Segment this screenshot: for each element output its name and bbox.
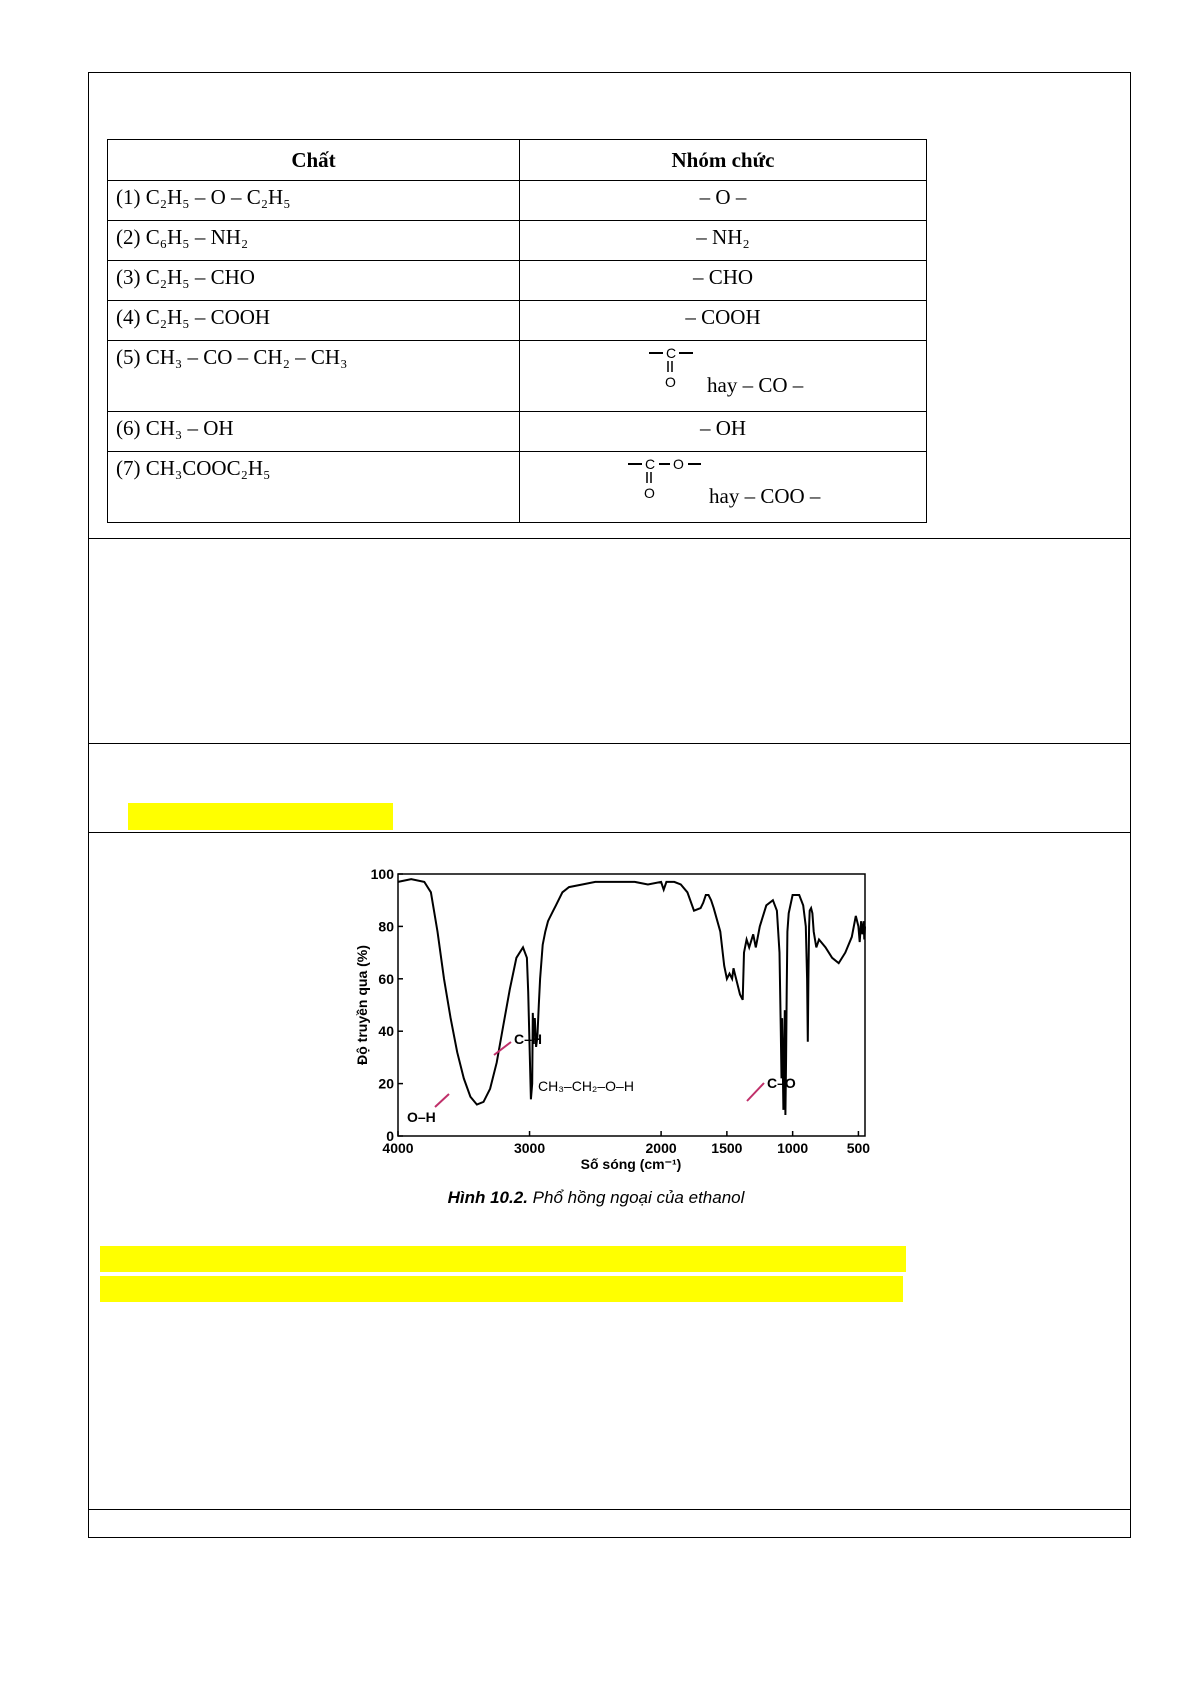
oxygen-atom: O: [673, 456, 684, 472]
formula: C₂H₅ – COOH: [145, 305, 271, 329]
row-number: (3): [116, 265, 141, 289]
table-row: [108, 341, 927, 412]
section-divider-2: [88, 743, 1131, 744]
plot-frame: [398, 874, 865, 1136]
formula: C₂H₅ – O – C₂H₅: [145, 185, 291, 209]
carbon-atom: C: [666, 345, 677, 361]
oh-annotation: O–H: [407, 1109, 436, 1125]
oh-pointer: [435, 1094, 449, 1107]
substance-cell: [108, 412, 520, 452]
molecule-formula: CH₃–CH₂–O–H: [538, 1078, 634, 1094]
substance-cell: [108, 452, 520, 523]
figure-caption: [0, 1188, 1192, 1208]
header-substance: Chất: [108, 140, 520, 181]
substance-cell: [108, 301, 520, 341]
group-cell: [520, 341, 927, 412]
group-cell: – CHO: [520, 261, 927, 301]
table-row: [108, 221, 927, 261]
group-cell: – OH: [520, 412, 927, 452]
row-number: (2): [116, 225, 141, 249]
x-axis-ticks: [382, 1131, 870, 1156]
group-cell: – O –: [520, 181, 927, 221]
x-tick-label: 1500: [711, 1140, 743, 1156]
oxygen-atom: O: [644, 485, 655, 501]
table-row: [108, 301, 927, 341]
section-divider-3: [88, 832, 1131, 833]
carbon-atom: C: [645, 456, 656, 472]
substance-cell: [108, 221, 520, 261]
y-tick-label: 60: [378, 970, 394, 987]
carbonyl-structure: [520, 341, 926, 409]
section-divider-4: [88, 1509, 1131, 1510]
row-number: (6): [116, 416, 141, 440]
y-tick-label: 0: [386, 1128, 394, 1144]
table-header-row: [108, 140, 927, 181]
y-axis-label: Độ truyền qua (%): [354, 945, 370, 1065]
co-annotation: C–O: [767, 1075, 796, 1091]
x-axis-label: Số sóng (cm⁻¹): [580, 1156, 682, 1172]
row-number: (1): [116, 185, 141, 209]
y-tick-label: 20: [378, 1075, 394, 1092]
row-number: (5): [116, 345, 141, 369]
co-pointer: [747, 1083, 764, 1101]
x-tick-label: 4000: [382, 1140, 414, 1156]
x-tick-label: 1000: [777, 1140, 809, 1156]
group-alt-text: hay – CO –: [707, 373, 804, 397]
header-functional-group: Nhóm chức: [520, 140, 927, 181]
ch-annotation: C–H: [514, 1031, 543, 1047]
ester-structure: [520, 452, 926, 520]
y-tick-label: 100: [370, 866, 394, 882]
functional-group-table: [107, 139, 927, 523]
y-tick-label: 40: [378, 1023, 394, 1040]
formula: CH₃ – OH: [145, 416, 234, 440]
row-number: (4): [116, 305, 141, 329]
highlight-bar: [100, 1276, 903, 1302]
section-divider-1: [88, 538, 1131, 539]
ch-pointer: [494, 1042, 511, 1055]
highlight-bar: [100, 1246, 906, 1272]
table-row: [108, 412, 927, 452]
x-tick-label: 500: [846, 1140, 871, 1156]
formula: CH₃ – CO – CH₂ – CH₃: [145, 345, 348, 369]
substance-cell: [108, 341, 520, 412]
table-row: [108, 261, 927, 301]
caption-label: Hình 10.2.: [447, 1188, 528, 1207]
x-tick-label: 3000: [513, 1140, 546, 1156]
group-cell: – COOH: [520, 301, 927, 341]
formula: CH₃COOC₂H₅: [145, 456, 271, 480]
group-cell: [520, 452, 927, 523]
substance-cell: [108, 261, 520, 301]
formula: C₆H₅ – NH₂: [145, 225, 249, 249]
table-row: [108, 452, 927, 523]
ir-spectrum-chart: [345, 850, 871, 1180]
highlight-bar: [128, 803, 393, 830]
oxygen-atom: O: [665, 374, 676, 390]
x-tick-label: 2000: [645, 1140, 677, 1156]
formula: C₂H₅ – CHO: [145, 265, 255, 289]
y-tick-label: 80: [378, 918, 394, 935]
group-cell: – NH₂: [520, 221, 927, 261]
row-number: (7): [116, 456, 141, 480]
group-alt-text: hay – COO –: [709, 484, 821, 508]
caption-text: Phổ hồng ngoại của ethanol: [527, 1188, 745, 1207]
substance-cell: [108, 181, 520, 221]
table-row: [108, 181, 927, 221]
